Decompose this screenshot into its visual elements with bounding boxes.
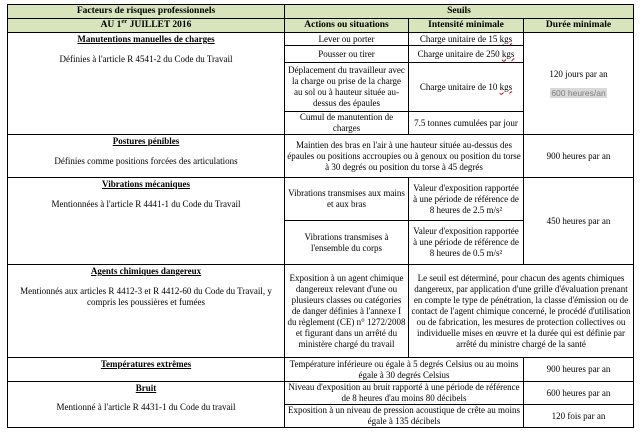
header-row-1 <box>8 5 634 19</box>
intensite-text: Charge unitaire de 10 <box>419 81 500 92</box>
vibrations-action-2: Vibrations transmises à l'ensemble du corps <box>285 221 409 265</box>
bruit-title: Bruit <box>135 383 157 393</box>
postures-action: Maintien des bras en l'air à une hauteur située au-dessus des épaules ou positions accroupies ou à genoux ou position du torse à 30 degrés ou position du torse à 45 degrés <box>285 135 524 178</box>
intensite-text: 7.5 tonnes cumulées par jour <box>414 117 518 128</box>
header-intensite: Intensité minimale <box>409 19 524 33</box>
temperatures-title: Températures extrêmes <box>100 359 192 369</box>
bruit-desc: Mentionné à l'article R 4431-1 du Code du travail <box>56 402 236 412</box>
temperatures-category-cell <box>8 358 285 382</box>
manutentions-action-1: Lever ou porter <box>285 33 409 46</box>
manutentions-action-4: Cumul de manutention de charges <box>285 112 409 135</box>
postures-desc: Définies comme positions forcées des articulations <box>54 156 238 166</box>
temperatures-duree: 900 heures par an <box>524 358 634 382</box>
misspelled-word: kgs <box>501 48 515 59</box>
manutentions-intensite-3 <box>409 63 524 112</box>
manutentions-duree-line1: 120 jours par an <box>549 68 608 79</box>
bruit-duree-2: 120 fois par an <box>524 405 634 428</box>
bruit-action-1: Niveau d'exposition au bruit rapporté à une période de référence de 8 heures d'au moins 80 décibels <box>285 382 524 405</box>
header-date-suffix: JUILLET 2016 <box>127 20 192 30</box>
manutentions-title: Manutentions manuelles de charges <box>77 34 215 44</box>
bruit-duree-1: 600 heures par an <box>524 382 634 405</box>
header-actions: Actions ou situations <box>285 19 409 33</box>
header-row-2 <box>8 19 634 33</box>
vibrations-desc: Mentionnées à l'article R 4441-1 du Code du Travail <box>51 199 241 209</box>
intensite-text: Charge unitaire de 250 <box>417 48 502 59</box>
agents-row <box>8 265 634 358</box>
agents-action: Exposition à un agent chimique dangereux relevant d'une ou plusieurs classes ou catégories de danger définies à l'annexe I du règlement (CE) n° 1272/2008 et figurant dans un arrêté du ministère chargé du travail <box>285 265 409 358</box>
manutentions-duree-cell <box>524 33 634 135</box>
highlighted-duree: 600 heures/an <box>551 87 606 98</box>
manutentions-action-2: Pousser ou tirer <box>285 46 409 63</box>
vibrations-title: Vibrations mécaniques <box>102 179 190 189</box>
vibrations-intensite-2: Valeur d'exposition rapportée à une période de référence de 8 heures de 0.5 m/s² <box>409 221 524 265</box>
manutentions-desc: Définies à l'article R 4541-2 du Code du Travail <box>59 54 233 64</box>
agents-category-cell <box>8 265 285 358</box>
header-date-prefix: AU 1 <box>100 20 122 30</box>
vibrations-row-1 <box>8 178 634 221</box>
header-date-superscript: er <box>121 18 128 25</box>
postures-title: Postures pénibles <box>112 136 180 146</box>
manutentions-intensite-1 <box>409 33 524 46</box>
manutentions-duree-line2 <box>526 88 631 99</box>
manutentions-intensite-4 <box>409 112 524 135</box>
header-seuils: Seuils <box>285 5 634 19</box>
agents-desc: Mentionnés aux articles R 4412-3 et R 4412-60 du Code du Travail, y compris les poussières et fumées <box>20 286 272 307</box>
postures-category-cell <box>8 135 285 178</box>
temperatures-action: Température inférieure ou égale à 5 degrés Celsius ou au moins égale à 30 degrés Celsius <box>285 358 524 382</box>
temperatures-row <box>8 358 634 382</box>
manutentions-intensite-2 <box>409 46 524 63</box>
bruit-category-cell <box>8 382 285 428</box>
postures-row <box>8 135 634 178</box>
header-facteurs: Facteurs de risques professionnels <box>8 5 285 19</box>
vibrations-intensite-1: Valeur d'exposition rapportée à une période de référence de 8 heures de 2.5 m/s² <box>409 178 524 221</box>
vibrations-duree: 450 heures par an <box>524 178 634 265</box>
manutentions-category-cell <box>8 33 285 135</box>
manutentions-row-1 <box>8 33 634 46</box>
bruit-row-1 <box>8 382 634 405</box>
risk-factors-table <box>7 4 634 428</box>
agents-title: Agents chimiques dangereux <box>90 266 202 276</box>
agents-seuil: Le seuil est déterminé, pour chacun des agents chimiques dangereux, par application d'une grille d'évaluation prenant en compte le type de pénétration, la classe d'émission ou de contact de l'agent chimique concerné, le procédé d'utilisation ou de fabrication, les mesures de protection collectives ou individuelle mises en œuvre et la durée qui est définie par arrêté du ministre chargé de la santé <box>409 265 634 358</box>
header-date <box>8 19 285 33</box>
misspelled-word: kgs <box>499 33 513 44</box>
intensite-text: Charge unitaire de 15 <box>419 33 500 44</box>
vibrations-category-cell <box>8 178 285 265</box>
misspelled-word: kgs <box>499 81 513 92</box>
bruit-action-2: Exposition à un niveau de pression acoustique de crête au moins égale à 135 décibels <box>285 405 524 428</box>
vibrations-action-1: Vibrations transmises aux mains et aux bras <box>285 178 409 221</box>
postures-duree: 900 heures par an <box>524 135 634 178</box>
header-duree: Durée minimale <box>524 19 634 33</box>
manutentions-action-3: Déplacement du travailleur avec la charge ou prise de la charge au sol ou à hauteur située au-dessus des épaules <box>285 63 409 112</box>
